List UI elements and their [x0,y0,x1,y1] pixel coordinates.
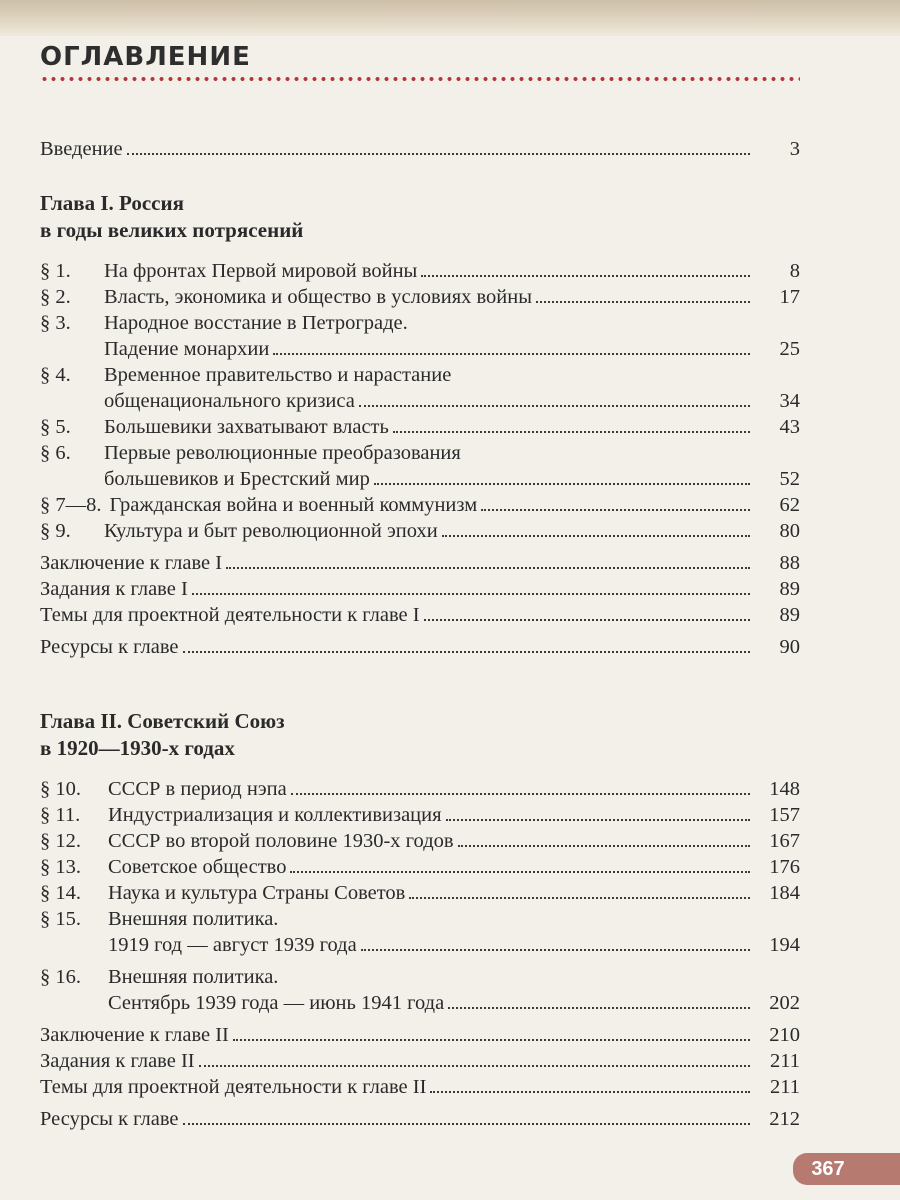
toc-entry-title: Культура и быт революционной эпохи [104,520,438,542]
toc-page-number: 211 [770,1076,800,1098]
toc-entry-title-cont: Падение монархии [104,338,270,360]
toc-entry-tasks-1[interactable] [40,576,800,602]
chapter-title-line: Глава I. Россия [40,191,184,215]
toc-entry-intro[interactable] [40,136,800,162]
toc-entry-tasks-2[interactable] [40,1048,800,1074]
section-number: § 13. [40,856,81,878]
toc-entry-title: Введение [40,138,123,160]
toc-page-number: 62 [779,494,800,516]
toc-entry-title: Темы для проектной деятельности к главе I [40,604,420,626]
toc-entry-title: Власть, экономика и общество в условиях войны [104,286,533,308]
toc-page-number: 167 [769,830,800,852]
toc-entry-section-3[interactable] [40,310,800,362]
dot-leader [199,1065,750,1067]
toc-page-number: 202 [769,992,800,1014]
toc-entry-title-cont: Сентябрь 1939 года — июнь 1941 года [108,992,445,1014]
decorative-dotted-rule [40,76,800,82]
decorative-header-band [0,0,900,36]
dot-leader [290,871,750,873]
section-number: § 12. [40,830,81,852]
toc-entry-section-16[interactable] [40,964,800,1016]
toc-entry-title: Наука и культура Страны Советов [108,882,406,904]
page-number-tab [863,1153,900,1185]
toc-entry-projects-2[interactable] [40,1074,800,1100]
toc-page-number: 157 [769,804,800,826]
toc-entry-title-cont: общенационального кризиса [104,390,355,412]
toc-entry-section-15[interactable] [40,906,800,958]
dot-leader [481,509,750,511]
page-title: ОГЛАВЛЕНИЕ [40,42,251,72]
toc-entry-title: Первые революционные преобразования [104,442,461,464]
toc-page-number: 210 [769,1024,800,1046]
chapter-title-line: в годы великих потрясений [40,218,304,242]
dot-leader [421,275,750,277]
toc-page-number: 148 [769,778,800,800]
toc-entry-title: Народное восстание в Петрограде. [104,312,408,334]
dot-leader [226,567,750,569]
toc-page-number: 17 [779,286,800,308]
toc-page-number: 8 [789,260,800,282]
toc-entry-title: Ресурсы к главе [40,1108,179,1130]
dot-leader [430,1091,750,1093]
dot-leader [393,431,750,433]
dot-leader [127,153,750,155]
toc-entry-projects-1[interactable] [40,602,800,628]
section-number: § 5. [40,416,71,438]
toc-entry-section-1[interactable] [40,258,800,284]
section-number: § 1. [40,260,71,282]
toc-page-number: 184 [769,882,800,904]
dot-leader [458,845,750,847]
toc-entry-title: Заключение к главе I [40,552,223,574]
toc-page-number: 194 [769,934,800,956]
toc-page-number: 211 [770,1050,800,1072]
table-of-contents [40,136,800,1132]
toc-entry-title-cont: большевиков и Брестский мир [104,468,370,490]
dot-leader [536,301,750,303]
section-number: § 2. [40,286,71,308]
section-number: § 6. [40,442,71,464]
chapter-title-line: в 1920—1930-х годах [40,736,235,760]
toc-entry-title-cont: 1919 год — август 1939 года [108,934,357,956]
dot-leader [233,1039,750,1041]
toc-entry-section-13[interactable] [40,854,800,880]
dot-leader [374,483,750,485]
section-number: § 3. [40,312,71,334]
toc-entry-section-11[interactable] [40,802,800,828]
toc-entry-resources-1[interactable] [40,634,800,660]
dot-leader [446,819,750,821]
toc-entry-title: Индустриализация и коллективизация [108,804,442,826]
toc-entry-section-7-8[interactable] [40,492,800,518]
dot-leader [192,593,750,595]
toc-entry-conclusion-2[interactable] [40,1022,800,1048]
toc-page-number: 3 [789,138,800,160]
toc-page-number: 80 [779,520,800,542]
toc-page-number: 88 [779,552,800,574]
toc-page-number: 89 [779,578,800,600]
toc-entry-title: Заключение к главе II [40,1024,229,1046]
section-number: § 16. [40,966,81,988]
chapter-heading-1 [40,190,800,244]
dot-leader [442,535,750,537]
toc-entry-section-4[interactable] [40,362,800,414]
toc-entry-title: СССР в период нэпа [108,778,287,800]
toc-page-number: 176 [769,856,800,878]
dot-leader [291,793,750,795]
toc-page-number: 212 [769,1108,800,1130]
dot-leader [273,353,750,355]
dot-leader [361,949,750,951]
toc-entry-section-10[interactable] [40,776,800,802]
toc-entry-section-9[interactable] [40,518,800,544]
toc-entry-section-12[interactable] [40,828,800,854]
toc-entry-title: Задания к главе I [40,578,188,600]
toc-entry-title: Внешняя политика. [108,908,279,930]
toc-entry-title: Ресурсы к главе [40,636,179,658]
toc-entry-title: Временное правительство и нарастание [104,364,452,386]
section-number: § 4. [40,364,71,386]
toc-entry-section-14[interactable] [40,880,800,906]
toc-page-number: 52 [779,468,800,490]
section-number: § 10. [40,778,81,800]
toc-entry-conclusion-1[interactable] [40,550,800,576]
dot-leader [183,1123,750,1125]
toc-page-number: 25 [779,338,800,360]
dot-leader [424,619,750,621]
toc-entry-section-5[interactable] [40,414,800,440]
toc-entry-title: Темы для проектной деятельности к главе II [40,1076,427,1098]
toc-entry-section-2[interactable] [40,284,800,310]
toc-entry-title: Советское общество [108,856,287,878]
dot-leader [183,651,750,653]
toc-page-number: 34 [779,390,800,412]
dot-leader [359,405,750,407]
section-number: § 9. [40,520,71,542]
section-number: § 11. [40,804,81,826]
toc-entry-title: На фронтах Первой мировой войны [104,260,418,282]
toc-entry-title: Гражданская война и военный коммунизм [109,494,478,516]
chapter-title-line: Глава II. Советский Союз [40,709,285,733]
section-number: § 15. [40,908,81,930]
toc-entry-title: Задания к главе II [40,1050,195,1072]
chapter-heading-2 [40,708,800,762]
section-number: § 14. [40,882,81,904]
toc-entry-section-6[interactable] [40,440,800,492]
page-number: 367 [793,1153,863,1185]
dot-leader [409,897,750,899]
toc-page-number: 90 [779,636,800,658]
toc-page-number: 43 [779,416,800,438]
dot-leader [448,1007,750,1009]
toc-entry-title: СССР во второй половине 1930-х годов [108,830,454,852]
section-number: § 7—8. [40,494,102,516]
toc-page-number: 89 [779,604,800,626]
toc-entry-title: Внешняя политика. [108,966,279,988]
toc-entry-resources-2[interactable] [40,1106,800,1132]
toc-entry-title: Большевики захватывают власть [104,416,389,438]
